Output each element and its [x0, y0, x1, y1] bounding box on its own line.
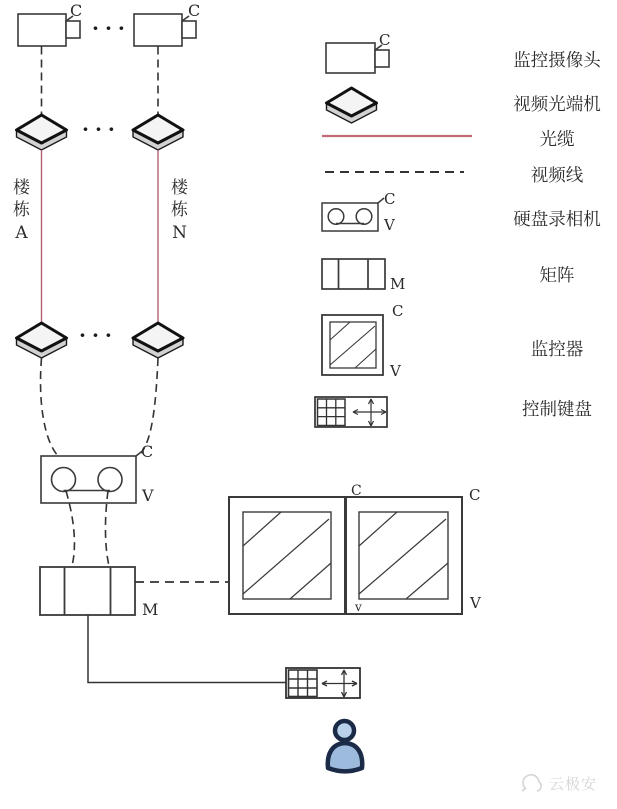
operator-person-icon — [328, 721, 362, 771]
monitor-left-top-port-label: C — [351, 483, 362, 499]
legend-label-video-cable: 视频线 — [530, 166, 584, 186]
legend-label-optical-cable: 光缆 — [539, 130, 575, 150]
legend-monitor-icon — [322, 315, 383, 375]
legend-label-matrix: 矩阵 — [539, 266, 575, 286]
optical-transceiver-icon-row2-right — [133, 323, 183, 358]
legend-camera-port-label: C — [379, 31, 391, 49]
dvr-video-port-label: V — [142, 486, 154, 505]
legend-label-dvr: 硬盘录相机 — [513, 210, 601, 230]
monitor-right-bottom-port-label: V — [470, 594, 481, 612]
ellipsis-transceivers-row2: ··· — [79, 323, 118, 347]
monitor-left-icon — [229, 497, 357, 614]
monitor-right-icon — [346, 497, 462, 614]
legend-label-keyboard: 控制键盘 — [522, 400, 592, 420]
building-n-label: 楼栋N — [171, 178, 188, 243]
legend-label-optical-transceiver: 视频光端机 — [513, 95, 601, 115]
legend-dvr-camera-port-label: C — [384, 190, 396, 208]
legend-matrix-port-label: M — [390, 275, 406, 293]
legend-dvr-video-port-label: V — [384, 216, 395, 234]
legend-dvr-icon — [322, 198, 384, 231]
monitor-right-top-port-label: C — [469, 486, 481, 504]
legend-optical-transceiver-icon — [327, 88, 377, 123]
keyboard-icon — [286, 668, 360, 698]
legend-monitor-top-port-label: C — [392, 302, 404, 320]
legend-label-camera: 监控摄像头 — [513, 51, 601, 71]
legend-keyboard-icon — [315, 397, 387, 427]
matrix-icon — [40, 567, 135, 615]
dvr-icon — [41, 451, 143, 504]
cable-matrix-to-keyboard — [88, 615, 286, 683]
camera-1-port-label: C — [70, 1, 83, 20]
camera-2-icon — [134, 14, 196, 46]
watermark-text: 云极安 — [549, 775, 598, 793]
optical-transceiver-icon-row1-right — [133, 115, 183, 150]
optical-cable-lines — [42, 150, 159, 323]
dvr-camera-port-label: C — [141, 442, 154, 461]
legend-monitor-bottom-port-label: V — [390, 362, 401, 380]
video-line-cam-to-transceiver — [42, 47, 159, 115]
matrix-port-label: M — [142, 600, 159, 619]
optical-transceiver-icon-row1-left — [17, 115, 67, 150]
legend-label-monitor: 监控器 — [530, 340, 584, 360]
ellipsis-transceivers-row1: ··· — [82, 117, 121, 141]
camera-2-port-label: C — [188, 1, 201, 20]
monitor-left-bottom-port-label: v — [355, 600, 362, 614]
watermark-logo-icon — [522, 775, 541, 791]
ellipsis-cameras: ··· — [92, 16, 131, 40]
optical-transceiver-icon-row2-left — [17, 323, 67, 358]
building-a-label: 楼栋A — [13, 178, 30, 243]
legend-matrix-icon — [322, 259, 385, 289]
